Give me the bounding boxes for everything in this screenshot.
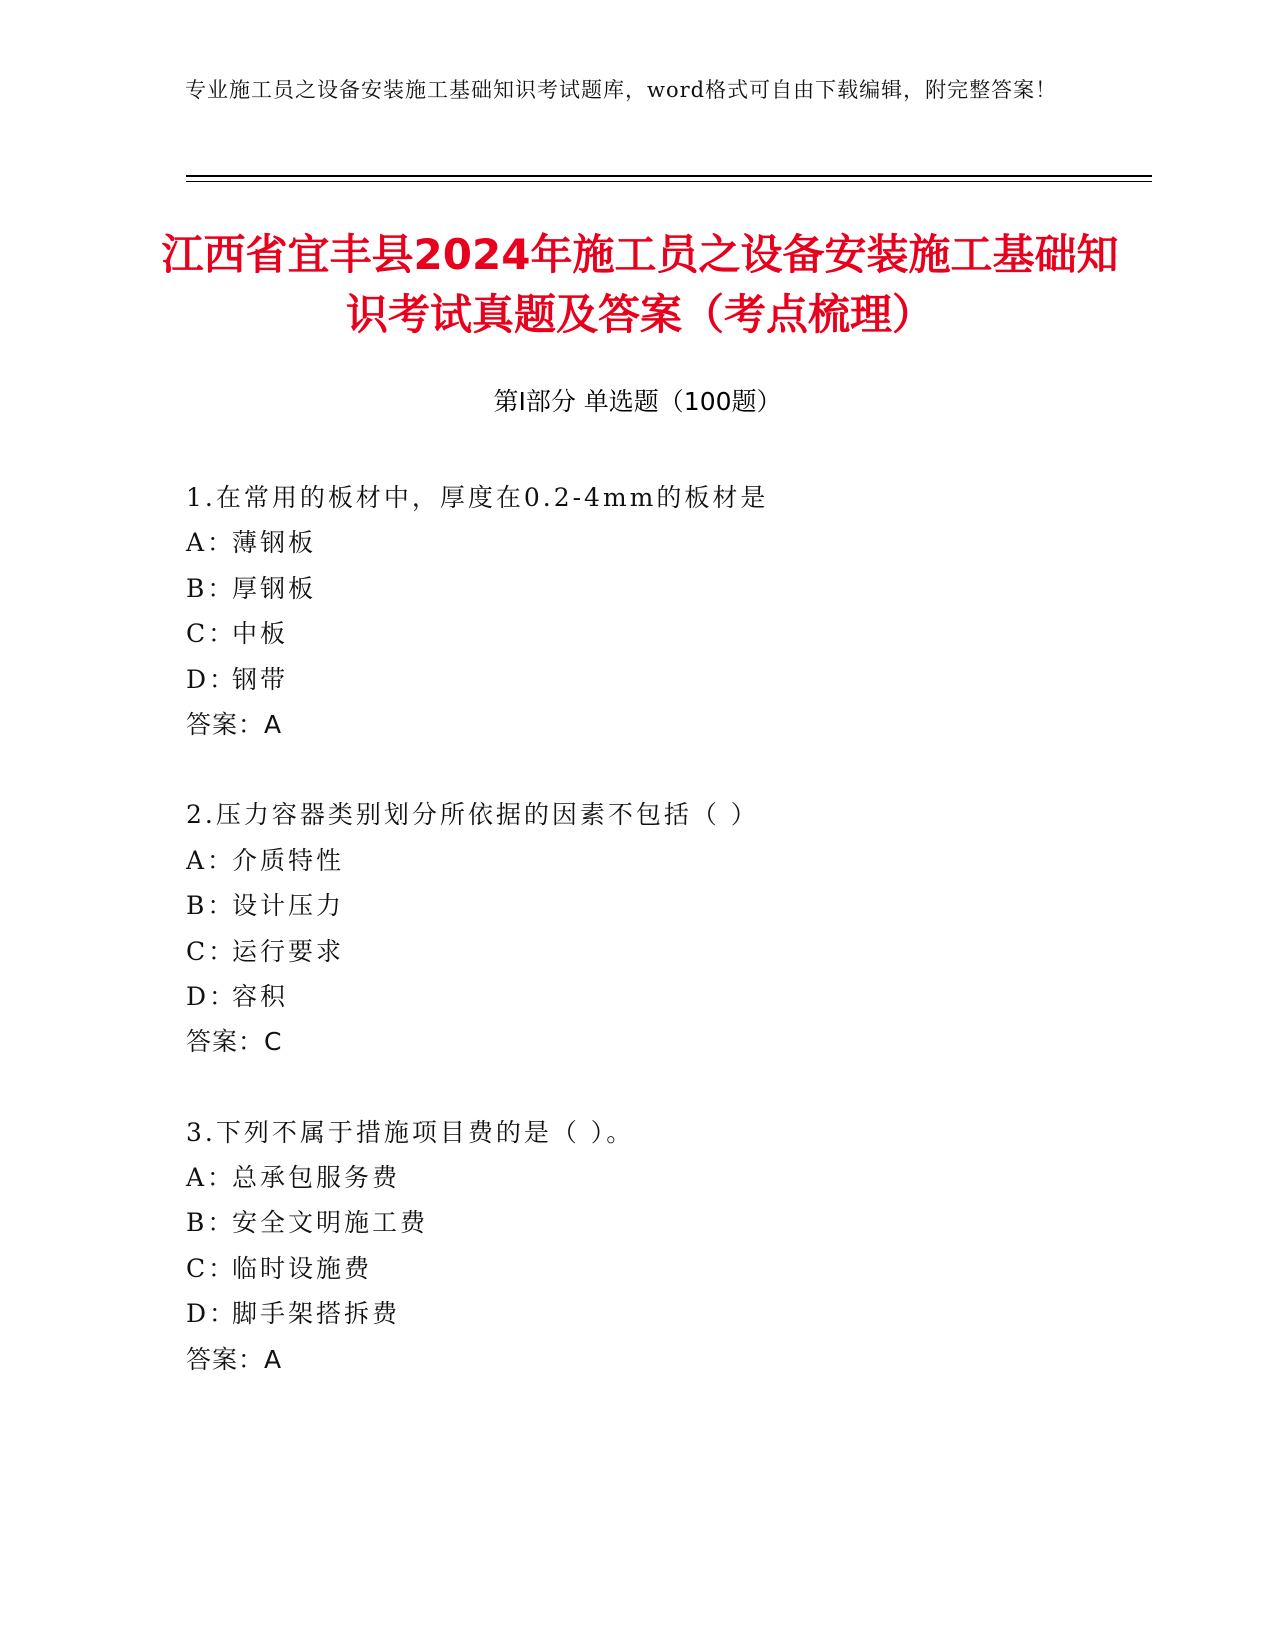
question-stem: 1.在常用的板材中，厚度在0.2-4mm的板材是 <box>186 483 769 512</box>
option-letter: A： <box>186 528 236 558</box>
answer-value: C <box>264 1027 283 1057</box>
option-letter: A： <box>186 845 236 875</box>
option-letter: A： <box>186 1163 236 1193</box>
option-letter: C： <box>186 936 237 966</box>
answer-value: A <box>264 709 283 739</box>
question-3 <box>186 1110 1146 1382</box>
option-text: 中板 <box>232 619 289 649</box>
option-text: 总承包服务费 <box>232 1163 401 1193</box>
answer-line <box>186 702 1146 747</box>
option-letter: D： <box>186 1299 238 1329</box>
question-stem: 2.压力容器类别划分所依据的因素不包括（ ） <box>186 800 759 830</box>
option-text: 脚手架搭拆费 <box>232 1299 401 1329</box>
header-note: 专业施工员之设备安装施工基础知识考试题库，word格式可自由下载编辑，附完整答案！ <box>185 78 1058 102</box>
option-c <box>186 929 1146 974</box>
question-1 <box>186 475 1146 747</box>
option-letter: B： <box>186 891 236 921</box>
option-c <box>186 1246 1146 1291</box>
answer-line <box>186 1337 1146 1382</box>
option-text: 设计压力 <box>232 891 345 921</box>
option-text: 容积 <box>232 981 289 1011</box>
option-d <box>186 1291 1146 1336</box>
answer-label: 答案： <box>186 1027 265 1057</box>
answer-label: 答案： <box>186 1344 265 1374</box>
option-d <box>186 657 1146 702</box>
option-letter: C： <box>186 619 237 649</box>
option-letter: B： <box>186 1208 236 1238</box>
option-text: 薄钢板 <box>232 528 317 558</box>
option-text: 临时设施费 <box>232 1253 373 1283</box>
option-text: 运行要求 <box>232 936 345 966</box>
question-list <box>186 475 1146 1427</box>
answer-value: A <box>264 1344 283 1374</box>
option-b <box>186 566 1146 611</box>
option-letter: C： <box>186 1253 237 1283</box>
document-title: 江西省宜丰县2024年施工员之设备安装施工基础知识考试真题及答案（考点梳理） <box>161 230 1119 339</box>
header-divider-thick <box>186 175 1152 177</box>
option-text: 厚钢板 <box>232 573 317 603</box>
option-d <box>186 974 1146 1019</box>
option-a <box>186 520 1146 565</box>
option-letter: D： <box>186 664 238 694</box>
answer-line <box>186 1019 1146 1064</box>
section-heading: 第Ⅰ部分 单选题（100题） <box>493 387 782 416</box>
option-a <box>186 1155 1146 1200</box>
question-2 <box>186 792 1146 1064</box>
header-divider-thin <box>186 181 1152 182</box>
option-letter: B： <box>186 573 236 603</box>
option-b <box>186 883 1146 928</box>
option-text: 介质特性 <box>232 845 345 875</box>
option-c <box>186 611 1146 656</box>
option-letter: D： <box>186 981 238 1011</box>
option-b <box>186 1200 1146 1245</box>
answer-label: 答案： <box>186 709 265 739</box>
option-text: 安全文明施工费 <box>232 1208 429 1238</box>
option-text: 钢带 <box>232 664 289 694</box>
option-a <box>186 838 1146 883</box>
question-stem: 3.下列不属于措施项目费的是（ ）。 <box>186 1117 635 1147</box>
